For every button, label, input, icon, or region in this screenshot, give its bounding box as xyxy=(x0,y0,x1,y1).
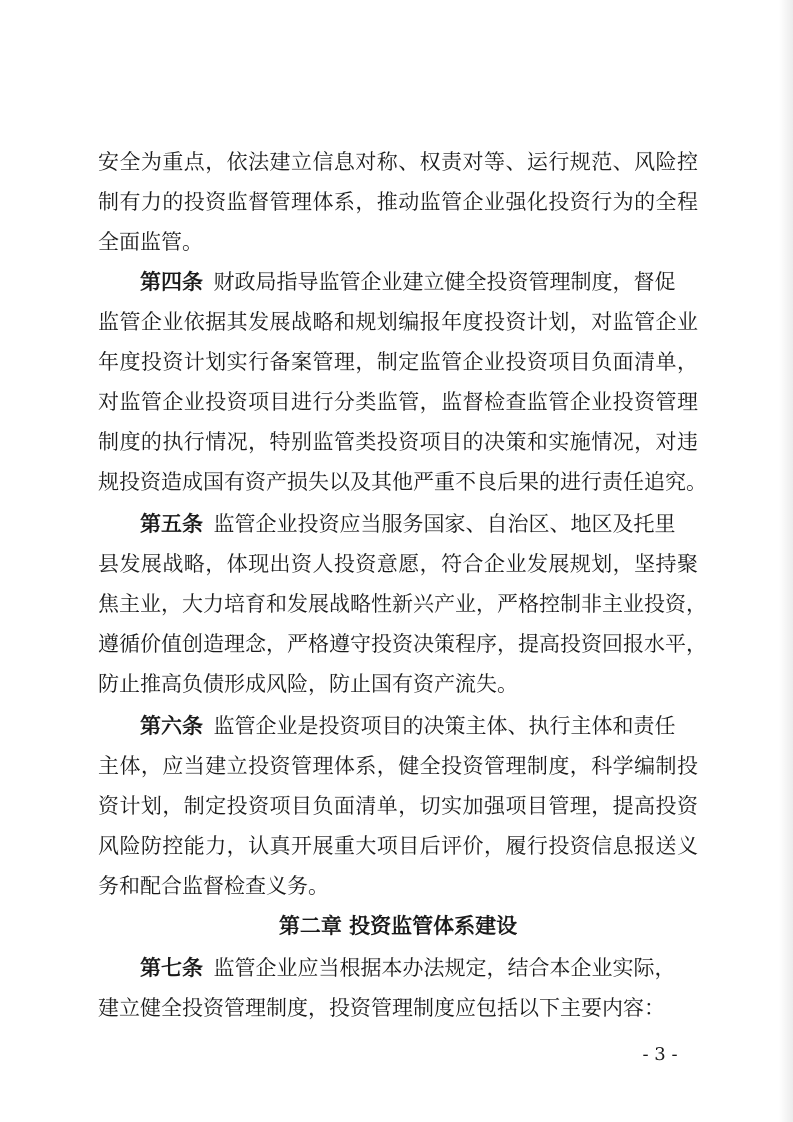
paragraph-line: 县发展战略，体现出资人投资意愿，符合企业发展规划，坚持聚 xyxy=(98,552,698,576)
paragraph-line: 规投资造成国有资产损失以及其他严重不良后果的进行责任追究。 xyxy=(98,470,707,494)
article-7-text: 监管企业应当根据本办法规定，结合本企业实际， xyxy=(213,956,676,980)
paragraph-line: 安全为重点，依法建立信息对称、权责对等、运行规范、风险控 xyxy=(98,150,698,174)
chapter-heading: 第二章 投资监管体系建设 xyxy=(278,914,518,938)
article-4-heading: 第四条 xyxy=(140,270,203,294)
paragraph-line: 主体，应当建立投资管理体系，健全投资管理制度，科学编制投 xyxy=(98,754,698,778)
paragraph-line: 年度投资计划实行备案管理，制定监管企业投资项目负面清单， xyxy=(98,350,698,374)
paragraph-line: 监管企业依据其发展战略和规划编报年度投资计划，对监管企业 xyxy=(98,310,698,334)
article-4-first-line xyxy=(140,262,698,302)
paragraph-line: 焦主业，大力培育和发展战略性新兴产业，严格控制非主业投资， xyxy=(98,592,707,616)
paragraph-line: 建立健全投资管理制度，投资管理制度应包括以下主要内容： xyxy=(98,996,665,1020)
article-6-first-line xyxy=(140,706,698,746)
article-6-text: 监管企业是投资项目的决策主体、执行主体和责任 xyxy=(213,714,676,738)
article-7-first-line xyxy=(140,948,698,988)
article-6-heading: 第六条 xyxy=(140,714,203,738)
paragraph-line: 务和配合监督检查义务。 xyxy=(98,874,329,898)
paragraph-line: 风险防控能力，认真开展重大项目后评价，履行投资信息报送义 xyxy=(98,834,698,858)
article-4-text: 财政局指导监管企业建立健全投资管理制度，督促 xyxy=(213,270,676,294)
paragraph-line: 对监管企业投资项目进行分类监管，监督检查监管企业投资管理 xyxy=(98,390,698,414)
article-7-heading: 第七条 xyxy=(140,956,203,980)
article-5-heading: 第五条 xyxy=(140,512,203,536)
paragraph-line: 全面监管。 xyxy=(98,230,203,254)
scan-edge-shadow xyxy=(779,0,793,1122)
paragraph-line: 制度的执行情况，特别监管类投资项目的决策和实施情况，对违 xyxy=(98,430,698,454)
paragraph-line: 制有力的投资监督管理体系，推动监管企业强化投资行为的全程 xyxy=(98,190,698,214)
paragraph-line: 遵循价值创造理念，严格遵守投资决策程序，提高投资回报水平， xyxy=(98,632,707,656)
paragraph-line: 资计划，制定投资项目负面清单，切实加强项目管理，提高投资 xyxy=(98,794,698,818)
paragraph-line: 防止推高负债形成风险，防止国有资产流失。 xyxy=(98,672,518,696)
article-5-first-line xyxy=(140,504,698,544)
article-5-text: 监管企业投资应当服务国家、自治区、地区及托里 xyxy=(213,512,676,536)
page-number: - 3 - xyxy=(642,1044,678,1065)
